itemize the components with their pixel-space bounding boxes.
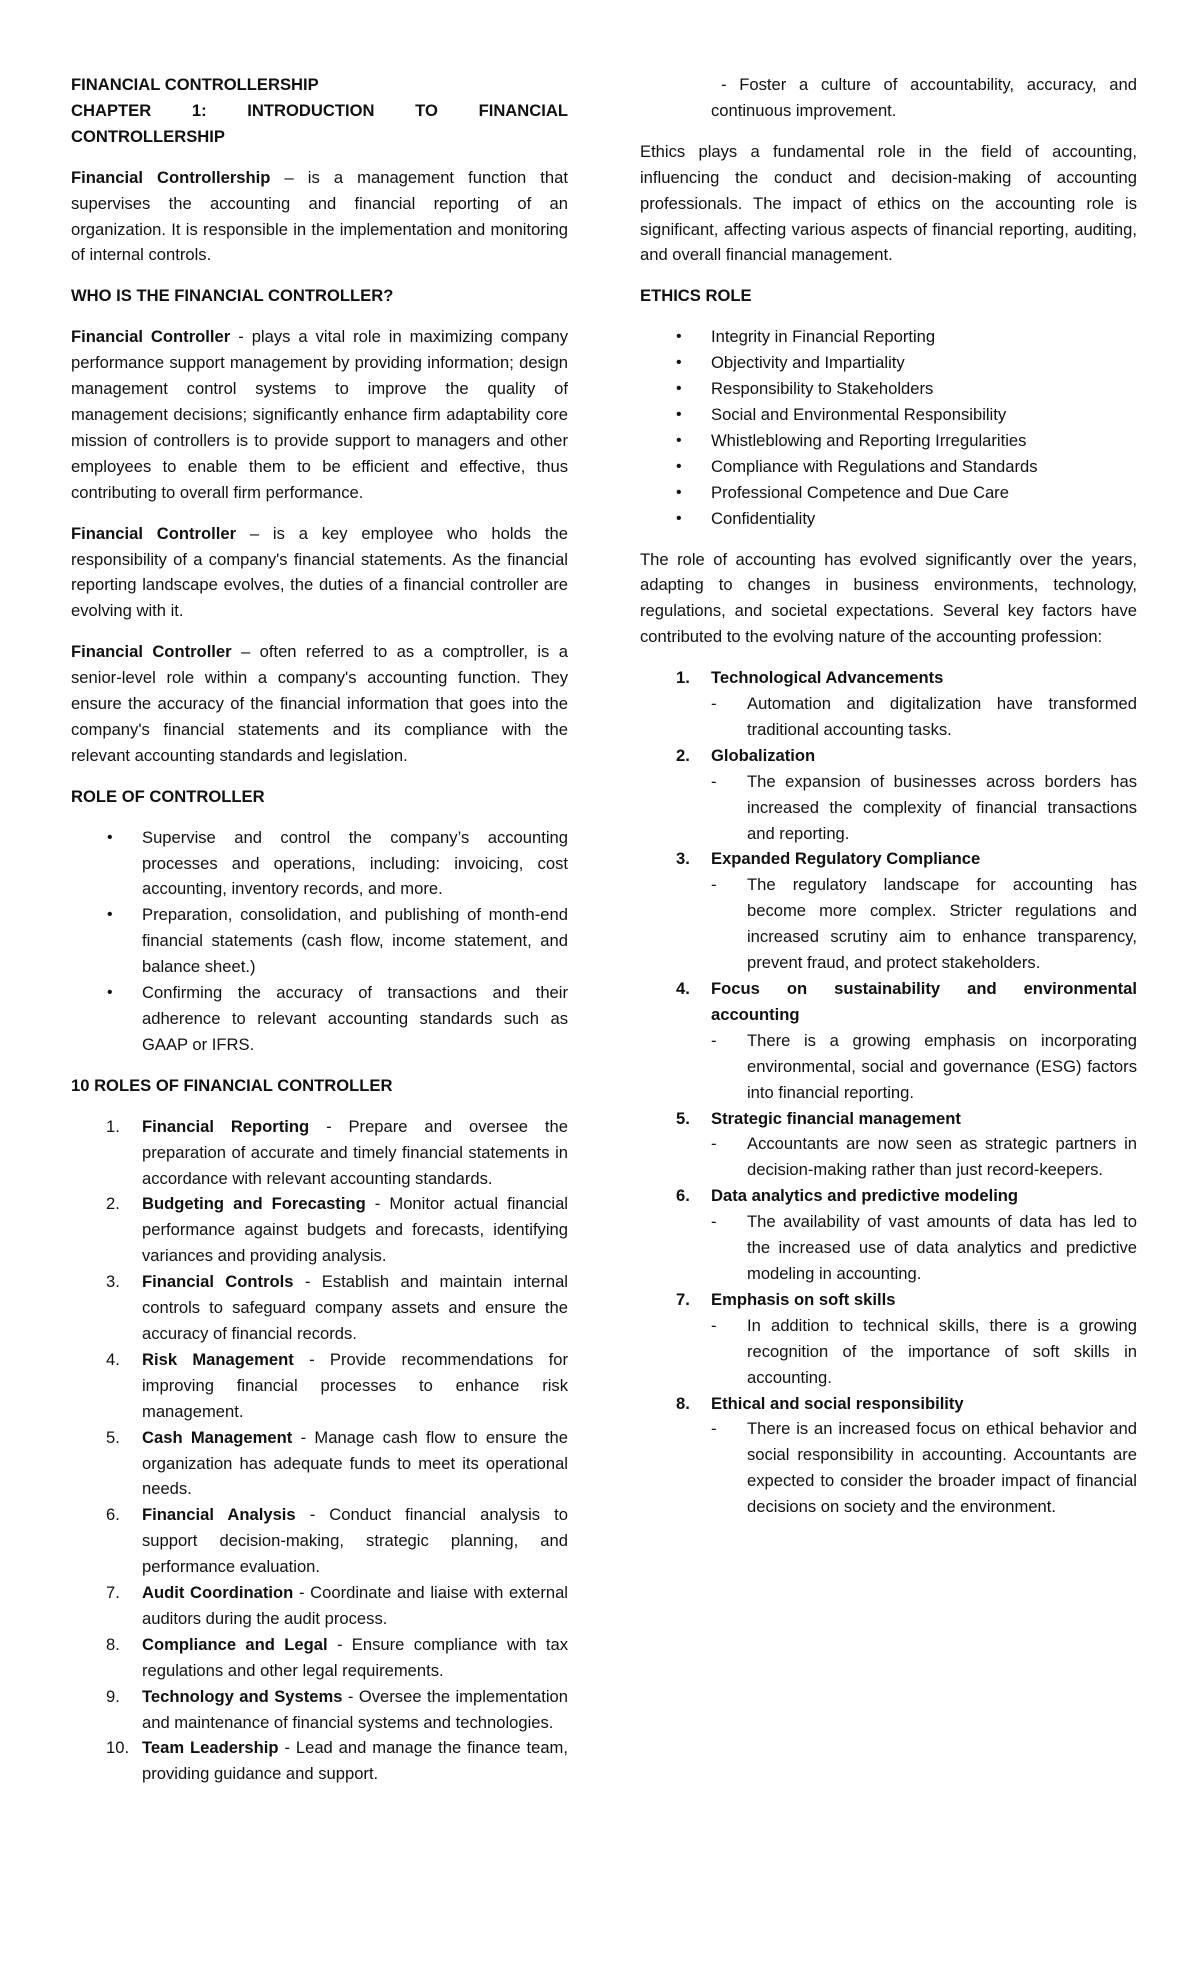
list-item [640,1391,1137,1521]
item-number: 2. [106,1194,120,1214]
chapter-word: CHAPTER [71,100,152,120]
list-item [71,1425,568,1503]
factor-title: Ethical and social responsibility [711,1393,964,1413]
item-text: - Prepare and oversee the preparation of accurate and timely financial statements in accordance with relevant accounting standards. [142,1116,568,1188]
list-item [640,1183,1137,1287]
list-item: • Confirming the accuracy of transactions and their adherence to relevant accounting standards such as GAAP or IFRS. [71,980,568,1058]
factor-description: - Automation and digitalization have transformed traditional accounting tasks. [711,691,1137,743]
document-title: FINANCIAL CONTROLLERSHIP [71,75,319,94]
controller-term: Financial Controller [71,642,232,662]
item-number: 2. [676,745,690,765]
chapter-word: FINANCIAL [478,100,568,120]
role-list [71,825,568,1058]
item-number: 8. [676,1393,690,1413]
item-text: - Manage cash flow to ensure the organization has adequate funds to meet its operational needs. [142,1427,568,1499]
item-number: 6. [676,1186,690,1206]
item-number: 9. [106,1686,120,1706]
item-number: 10. [106,1738,130,1758]
list-item [71,1347,568,1425]
factor-title: Expanded Regulatory Compliance [711,849,981,869]
item-term: Team Leadership [142,1738,279,1758]
item-number: 4. [106,1349,120,1369]
controller-term: Financial Controller [71,523,237,543]
list-item [71,1502,568,1580]
item-text: - Provide recommendations for improving financial processes to enhance risk management. [142,1349,568,1421]
dash-marker: - [711,694,717,714]
dash-marker: - [711,771,717,791]
dash-marker: - [711,875,717,895]
chapter-heading [71,98,568,150]
factor-description: - The availability of vast amounts of data has led to the increased use of data analytics and predictive modeling in accounting. [711,1209,1137,1287]
list-item: • Supervise and control the company’s accounting processes and operations, including: invoicing, cost accounting, inventory records, and more. [71,825,568,903]
item-number: 4. [676,979,690,998]
controller-text: – is a key employee who holds the responsibility of a company's financial statements. As the financial reporting landscape evolves, the duties of a financial controller are evolving with it. [71,523,568,621]
ethics-heading: ETHICS ROLE [640,286,752,306]
item-term: Financial Reporting [142,1116,310,1136]
factor-description: - There is an increased focus on ethical behavior and social responsibility in accounting. Accountants are expected to consider the broader impact of financial decisions on society and the environment. [711,1416,1137,1520]
item-text: - Oversee the implementation and maintenance of financial systems and technologies. [142,1686,568,1732]
controller-text: – often referred to as a comptroller, is a senior-level role within a company's accounting function. They ensure the accuracy of the financial information that goes into the company's financial statements and its compliance with the relevant accounting standards and legislation. [71,642,568,765]
controller-term: Financial Controller [71,327,231,347]
list-item: • Integrity in Financial Reporting [640,324,1137,350]
item-term: Budgeting and Forecasting [142,1194,366,1214]
dash-marker: - [711,1315,717,1335]
ten-roles-heading: 10 ROLES OF FINANCIAL CONTROLLER [71,1075,393,1095]
list-item: • Confidentiality [640,506,1137,532]
continuation-text: - Foster a culture of accountability, accuracy, and continuous improvement. [711,75,1137,120]
item-term: Financial Analysis [142,1505,296,1525]
factor-description: - Accountants are now seen as strategic partners in decision-making rather than just record-keepers. [711,1131,1137,1183]
factor-title: Strategic financial management [711,1108,961,1128]
item-term: Audit Coordination [142,1583,294,1603]
controller-paragraph [71,324,568,505]
factor-description: - The regulatory landscape for accounting has become more complex. Stricter regulations and increased scrutiny aim to enhance transparency, prevent fraud, and protect stakeholders. [711,872,1137,976]
list-item [71,1269,568,1347]
item-term: Cash Management [142,1427,293,1447]
chapter-word: TO [415,100,438,120]
chapter-word: INTRODUCTION [247,100,375,120]
item-text: - Coordinate and liaise with external auditors during the audit process. [142,1583,568,1628]
item-number: 3. [106,1272,120,1292]
item-term: Risk Management [142,1349,294,1369]
dash-marker: - [711,1030,717,1050]
item-number: 7. [676,1289,690,1309]
item-number: 1. [106,1116,120,1136]
evolution-paragraph: The role of accounting has evolved significantly over the years, adapting to changes in business environments, technology, regulations, and societal expectations. Several key factors have contributed to the evolving nature of the accounting profession: [640,549,1137,647]
factor-title: Data analytics and predictive modeling [711,1186,1019,1206]
definition-text: – is a management function that supervises the accounting and financial reporting of an organization. It is responsible in the implementation and monitoring of internal controls. [71,167,568,265]
factor-description: - There is a growing emphasis on incorporating environmental, social and governance (ESG) factors into financial reporting. [711,1028,1137,1106]
dash-marker: - [711,1419,717,1439]
item-number: 5. [106,1427,120,1447]
list-item: • Social and Environmental Responsibility [640,402,1137,428]
dash-marker: - [711,1134,717,1154]
list-item: • Preparation, consolidation, and publishing of month-end financial statements (cash flow, income statement, and balance sheet.) [71,902,568,980]
item-text: - Conduct financial analysis to support decision-making, strategic planning, and performance evaluation. [142,1505,568,1577]
item-number: 1. [676,668,690,688]
list-item: • Objectivity and Impartiality [640,350,1137,376]
controller-paragraph [71,521,568,625]
list-item [71,1580,568,1632]
item-number: 7. [106,1583,120,1603]
left-column [71,72,568,1802]
ethics-list [640,324,1137,531]
factor-title: Technological Advancements [711,668,944,688]
list-item: • Compliance with Regulations and Standards [640,454,1137,480]
chapter-word: CONTROLLERSHIP [71,126,225,146]
item-number: 5. [676,1108,690,1128]
list-item [71,1684,568,1736]
item-term: Technology and Systems [142,1686,343,1706]
controller-text: - plays a vital role in maximizing company performance support management by providing information; design management control systems to improve the quality of management decisions; significantly enhance firm adaptability core mission of controllers is to provide support to managers and other employees to enable them to be efficient and effective, thus contributing to overall firm performance. [71,327,568,502]
item-text: - Lead and manage the finance team, providing guidance and support. [142,1738,568,1784]
item-number: 8. [106,1634,120,1654]
dash-marker: - [711,1212,717,1232]
factor-title: Globalization [711,745,816,765]
list-item: • Whistleblowing and Reporting Irregularities [640,428,1137,454]
list-item [71,1735,568,1787]
controller-paragraph [71,639,568,769]
item-number: 6. [106,1505,120,1525]
factor-title: Emphasis on soft skills [711,1289,896,1309]
definition-paragraph [71,165,568,269]
definition-term: Financial Controllership [71,167,271,187]
list-item [640,1287,1137,1391]
list-item [71,1114,568,1192]
factor-description: - The expansion of businesses across borders has increased the complexity of financial transactions and reporting. [711,769,1137,847]
factors-list [640,665,1137,1520]
list-item [640,1106,1137,1184]
item-text: - Ensure compliance with tax regulations and other legal requirements. [142,1634,568,1680]
factor-title: Focus on sustainability and environmental accounting [711,979,1137,1024]
item-text: - Establish and maintain internal controls to safeguard company assets and ensure the accuracy of financial records. [142,1272,568,1343]
list-item [71,1632,568,1684]
item-term: Financial Controls [142,1272,294,1292]
list-item: • Responsibility to Stakeholders [640,376,1137,402]
who-heading: WHO IS THE FINANCIAL CONTROLLER? [71,286,394,306]
role-heading: ROLE OF CONTROLLER [71,786,265,806]
list-item [640,976,1137,1106]
ten-roles-list [71,1114,568,1788]
list-item [640,665,1137,743]
list-item [640,846,1137,976]
list-item: • Professional Competence and Due Care [640,480,1137,506]
chapter-number: 1: [191,100,207,120]
item-term: Compliance and Legal [142,1634,328,1654]
ethics-paragraph: Ethics plays a fundamental role in the field of accounting, influencing the conduct and decision-making of accounting professionals. The impact of ethics on the accounting role is significant, affecting various aspects of financial reporting, auditing, and overall financial management. [640,141,1137,265]
item-number: 3. [676,849,690,869]
list-item [640,743,1137,847]
right-column [640,72,1137,1535]
list-item [71,1191,568,1269]
item-text: - Monitor actual financial performance against budgets and forecasts, identifying variances and providing analysis. [142,1194,568,1266]
factor-description: - In addition to technical skills, there is a growing recognition of the importance of soft skills in accounting. [711,1313,1137,1391]
